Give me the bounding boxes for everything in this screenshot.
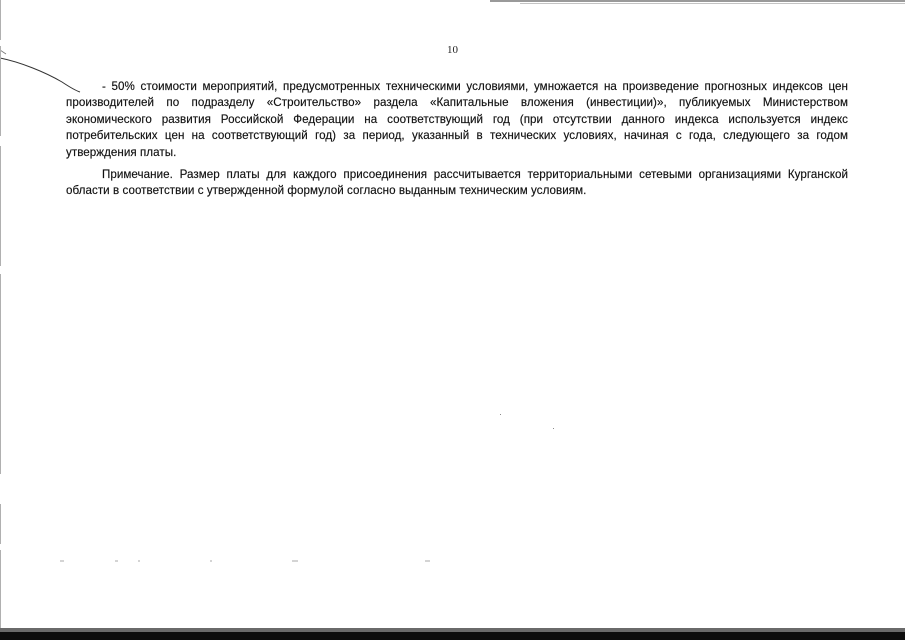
scan-dust-row [60, 560, 460, 562]
paragraph-cost-clause: - 50% стоимости мероприятий, предусмотренных техническими условиями, умножается на произведение прогнозных индексов цен производителей по подразделу «Строительство» раздела «Капитальные вложения (инвестиции)», публикуемых Министерством экономического развития Российской Федерации на соответствующий год (при отсутствии данного индекса используется индекс потребительских цен на соответствующий год) за период, указанный в технических условиях, начиная с года, следующего за годом утверждения платы. [66, 80, 848, 159]
scan-edge-bottom [0, 632, 905, 640]
scan-edge-left [0, 0, 1, 640]
scan-speck [553, 428, 554, 429]
scan-edge-top-faint [520, 3, 905, 4]
scan-speck [500, 414, 501, 415]
paragraph-note: Примечание. Размер платы для каждого присоединения рассчитывается территориальными сетевыми организациями Курганской области в соответствии с утвержденной формулой согласно выданным техническим условиям. [66, 168, 848, 198]
page-number: 10 [447, 44, 458, 56]
scan-edge-top [490, 0, 905, 2]
